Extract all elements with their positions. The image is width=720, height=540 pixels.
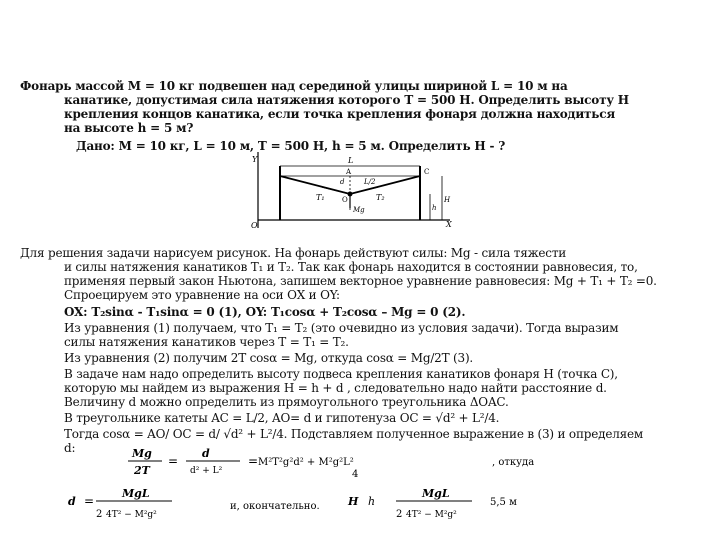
- formula-H: H: [348, 495, 359, 508]
- formula-eq: =: [84, 494, 95, 508]
- solution-line: применяя первый закон Ньютона, запишем векторное уравнение равновесия: Mg + T₁ + T₂ =0.: [64, 274, 657, 288]
- formula-sqrt4t: 4T² − M²g²: [106, 510, 157, 520]
- formula-eq: =: [168, 454, 179, 468]
- formula-otkuda: , откуда: [492, 457, 535, 468]
- label-origin: O: [251, 221, 258, 230]
- label-h: h: [432, 204, 437, 212]
- problem-line: на высоте h = 5 м?: [64, 121, 194, 135]
- solution-line: В задаче нам надо определить высоту подвеса крепления канатиков фонаря H (точка С),: [64, 367, 618, 381]
- formula-2t: 2T: [134, 464, 150, 477]
- label-L: L: [348, 156, 354, 165]
- formula-block: [62, 443, 672, 528]
- formula-mg: Mg: [132, 447, 152, 460]
- solution-line: В треугольнике катеты AC = L/2, AO= d и гипотенуза OC = √d² + L²/4.: [64, 411, 500, 425]
- formula-sqrt4t2: 4T² − M²g²: [406, 510, 457, 520]
- label-d: d: [340, 178, 345, 186]
- t1-vector: [322, 187, 350, 194]
- formula-d: d: [202, 447, 210, 460]
- formula-two2: 2: [396, 509, 403, 520]
- formula-d2: d: [68, 495, 76, 508]
- solution-line: силы натяжения канатиков через T = T₁ = T₂.: [64, 335, 349, 349]
- problem-line: канатике, допустимая сила натяжения которого Т = 500 Н. Определить высоту Н: [64, 93, 629, 107]
- given-line: Дано: М = 10 кг, L = 10 м, Т = 500 Н, h = 5 м. Определить Н - ?: [76, 139, 506, 153]
- formula-okonch: и, окончательно.: [230, 501, 320, 512]
- t2-vector: [350, 187, 378, 194]
- label-Mg: Mg: [353, 206, 365, 214]
- label-T1: T₁: [316, 193, 325, 202]
- solution-line: Для решения задачи нарисуем рисунок. На фонарь действуют силы: Mg - сила тяжести: [20, 246, 567, 260]
- solution-line: Спроецируем это уравнение на оси ОХ и OY:: [64, 288, 340, 302]
- label-T2: T₂: [376, 193, 385, 202]
- problem-line: Фонарь массой М = 10 кг подвешен над серединой улицы шириной L = 10 м на: [20, 79, 568, 93]
- lantern: [348, 192, 353, 197]
- formula-eq: =: [248, 454, 259, 468]
- label-A: A: [346, 168, 352, 176]
- label-H: H: [444, 196, 451, 204]
- formula-h: h: [368, 495, 376, 508]
- label-y: Y: [252, 155, 258, 164]
- solution-line: d:: [64, 441, 76, 455]
- solution-line: и силы натяжения канатиков T₁ и T₂. Так как фонарь находится в состоянии равновесия, то,: [64, 260, 638, 274]
- label-C: C: [424, 168, 430, 176]
- solution-line: Величину d можно определить из прямоугольного треугольника ΔOAC.: [64, 395, 509, 409]
- label-half-L: L/2: [364, 178, 376, 186]
- problem-line: крепления концов канатика, если точка крепления фонаря должна находиться: [64, 107, 615, 121]
- label-O: O: [342, 196, 348, 204]
- solution-line: Тогда cosα = AO/ OC = d/ √d² + L²/4. Подставляем полученное выражение в (3) и определяем: [64, 427, 644, 441]
- formula-mgl2: MgL: [422, 487, 450, 500]
- formula-mgl: MgL: [122, 487, 150, 500]
- formula-rhs: M²T²g²d² + M²g²L²: [258, 457, 354, 468]
- label-x: X: [446, 220, 452, 229]
- solution-line: OX: T₂sinα - T₁sinα = 0 (1), OY: T₁cosα + T₂cosα – Mg = 0 (2).: [64, 305, 466, 319]
- formula-sqrt: d² + L²: [190, 466, 223, 476]
- formula-val: 5,5 м: [490, 497, 517, 508]
- solution-line: Из уравнения (2) получим 2T cosα = Mg, откуда cosα = Mg/2T (3).: [64, 351, 474, 365]
- solution-line: которую мы найдем из выражения H = h + d , следовательно надо найти расстояние d.: [64, 381, 607, 395]
- solution-line: Из уравнения (1) получаем, что T₁ = T₂ (это очевидно из условия задачи). Тогда выразим: [64, 321, 619, 335]
- lantern-diagram: [250, 150, 455, 230]
- formula-two: 2: [96, 509, 103, 520]
- formula-rhs-den: 4: [352, 469, 359, 480]
